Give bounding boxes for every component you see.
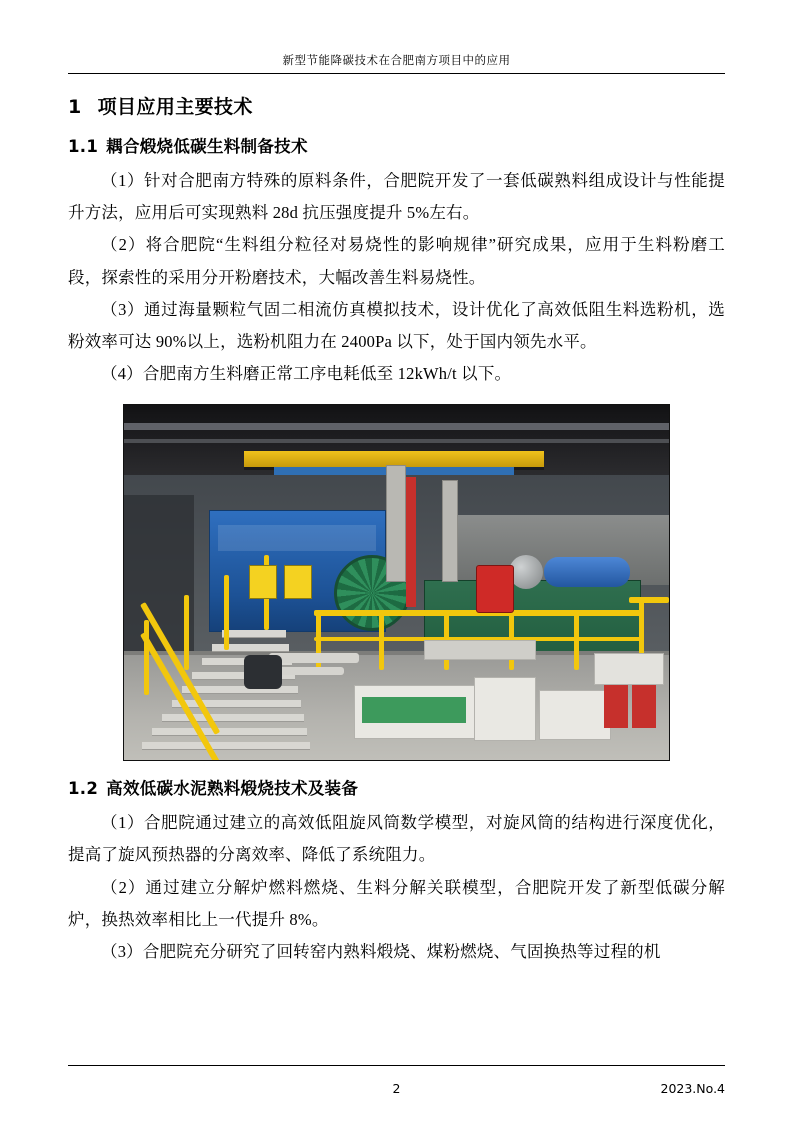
subsection-heading-1 [68,133,725,157]
page-number: 2 [392,1081,401,1096]
section-title: 项目应用主要技术 [97,96,253,118]
paragraph-1-1: （1）针对合肥南方特殊的原料条件，合肥院开发了一套低碳熟料组成设计与性能提升方法，应用后可实现熟料 28d 抗压强度提升 5%左右。 [68,171,725,223]
subsection-number-2: 1.2 [68,779,99,799]
paragraph-2-3: （3）合肥院充分研究了回转窑内熟料煅烧、煤粉燃烧、气固换热等过程的机 [101,941,661,961]
paragraph-1-4: （4）合肥南方生料磨正常工序电耗低至 12kWh/t 以下。 [101,364,512,384]
section-number: 1 [68,96,82,118]
page-content [68,52,725,968]
subsection-heading-2 [68,775,725,799]
subsection-number-1: 1.1 [68,137,99,156]
subsection-title-1: 耦合煅烧低碳生料制备技术 [106,137,308,156]
footer-divider [68,1065,725,1066]
paragraph-2-1: （1）合肥院通过建立的高效低阻旋风筒数学模型，对旋风筒的结构进行深度优化，提高了旋风预热器的分离效率、降低了系统阻力。 [68,813,725,865]
page-footer [68,1081,725,1096]
workshop-photo [123,404,670,761]
header-divider [68,73,725,74]
paragraph-1-2: （2）将合肥院“生料组分粒径对易烧性的影响规律”研究成果，应用于生料粉磨工段，探索性的采用分开粉磨技术，大幅改善生料易烧性。 [68,235,725,287]
issue-label: 2023.No.4 [660,1081,725,1096]
paragraph-1-3: （3）通过海量颗粒气固二相流仿真模拟技术，设计优化了高效低阻生料选粉机，选粉效率可达 90%以上，选粉机阻力在 2400Pa 以下，处于国内领先水平。 [68,299,725,351]
paragraph-2-2: （2）通过建立分解炉燃料燃烧、生料分解关联模型，合肥院开发了新型低碳分解炉，换热效率相比上一代提升 8%。 [68,877,725,929]
section-heading [68,92,725,119]
running-header: 新型节能降碳技术在合肥南方项目中的应用 [282,53,511,67]
figure-container [68,404,725,761]
subsection-title-2: 高效低碳水泥熟料煅烧技术及装备 [106,779,359,799]
